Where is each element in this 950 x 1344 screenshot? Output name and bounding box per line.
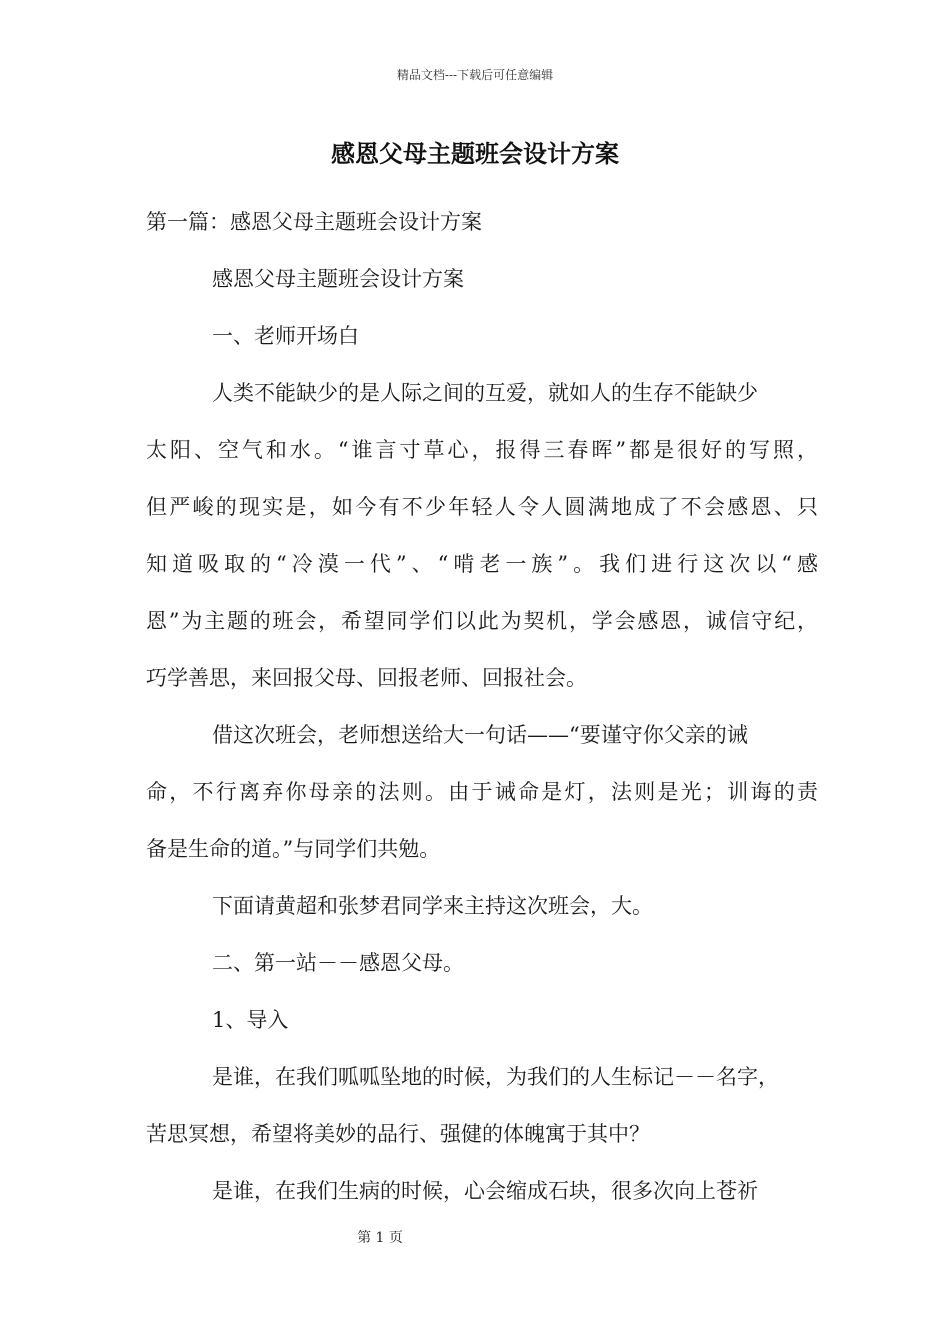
- section-heading: 第一篇：感恩父母主题班会设计方案: [146, 210, 482, 234]
- paragraph-line: 下面请黄超和张梦君同学来主持这次班会，大。: [212, 894, 653, 918]
- paragraph-line: 知道吸取的“冷漠一代”、“啃老一族”。我们进行这次以“感: [146, 552, 818, 576]
- section-heading-1: 一、老师开场白: [212, 324, 359, 348]
- paragraph-line: 苦思冥想，希望将美妙的品行、强健的体魄寓于其中？: [146, 1122, 650, 1146]
- paragraph-line: 备是生命的道。”与同学们共勉。: [146, 837, 441, 861]
- paragraph-line: 是谁，在我们生病的时候，心会缩成石块，很多次向上苍祈: [212, 1179, 758, 1203]
- paragraph-line: 但严峻的现实是，如今有不少年轻人令人圆满地成了不会感恩、只: [146, 495, 818, 519]
- paragraph-line: 借这次班会，老师想送给大一句话——“要谨守你父亲的诫: [212, 723, 748, 747]
- paragraph-line: 是谁，在我们呱呱坠地的时候，为我们的人生标记－－名字，: [212, 1065, 779, 1089]
- subsection-heading: 1、导入: [212, 1008, 289, 1032]
- paragraph-line: 命，不行离弃你母亲的法则。由于诫命是灯，法则是光；训诲的责: [146, 780, 818, 804]
- page-header: 精品文档---下载后可任意编辑: [396, 68, 554, 82]
- paragraph-line: 太阳、空气和水。“谁言寸草心，报得三春晖”都是很好的写照，: [146, 438, 818, 462]
- document-title: 感恩父母主题班会设计方案: [331, 139, 619, 168]
- subtitle: 感恩父母主题班会设计方案: [212, 267, 464, 291]
- page-number: 第 1 页: [357, 1230, 403, 1246]
- paragraph-line: 恩”为主题的班会，希望同学们以此为契机，学会感恩，诚信守纪，: [146, 609, 818, 633]
- section-heading-2: 二、第一站－－感恩父母。: [212, 951, 464, 975]
- paragraph-line: 巧学善思，来回报父母、回报老师、回报社会。: [146, 666, 587, 690]
- paragraph-line: 人类不能缺少的是人际之间的互爱，就如人的生存不能缺少: [212, 381, 758, 405]
